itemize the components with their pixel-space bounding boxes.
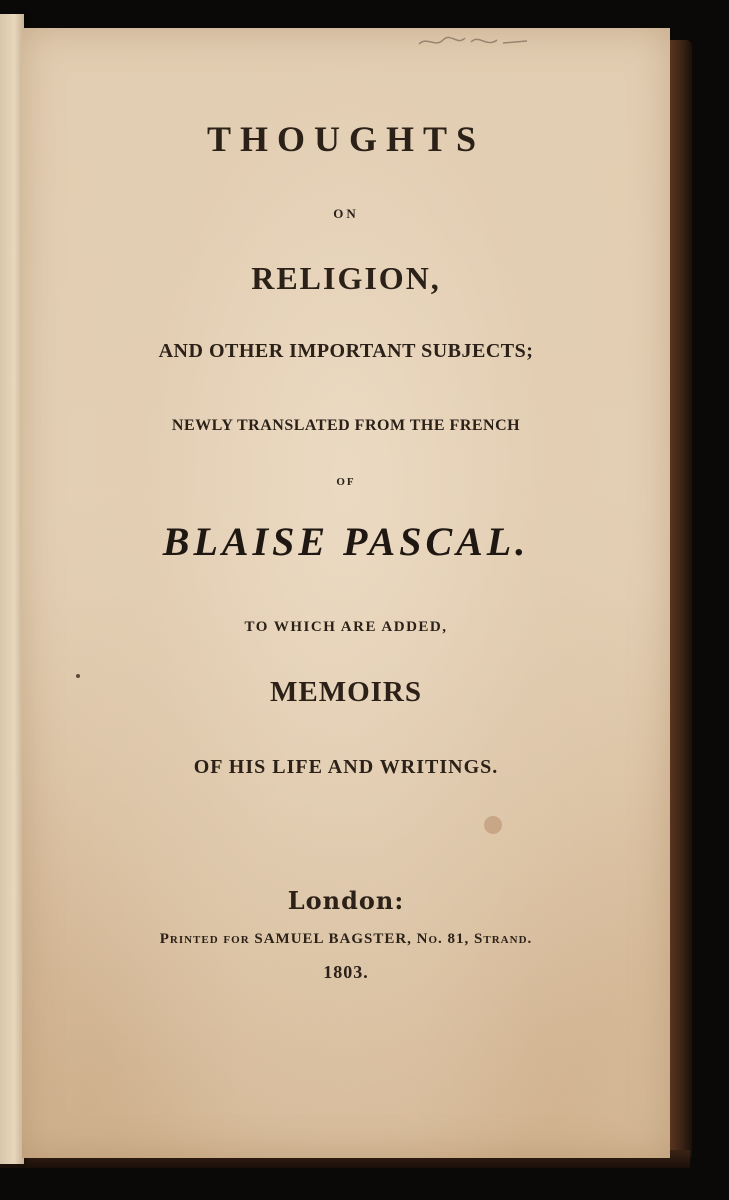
imprint-city: London: (287, 886, 405, 915)
title-memoirs: MEMOIRS (270, 676, 422, 708)
title-added: TO WHICH ARE ADDED, (244, 619, 448, 635)
facing-page-edge (0, 14, 24, 1164)
title-thoughts: THOUGHTS (206, 119, 486, 159)
handwritten-ink-mark (417, 32, 537, 50)
title-on: ON (333, 206, 359, 221)
title-religion: RELIGION, (251, 260, 441, 296)
title-of: OF (336, 476, 356, 488)
title-other-subjects: AND OTHER IMPORTANT SUBJECTS; (158, 340, 534, 362)
title-newly-translated: NEWLY TRANSLATED FROM THE FRENCH (171, 417, 521, 434)
foxing-spot (484, 816, 502, 834)
imprint-year: 1803. (323, 962, 369, 982)
imprint-printer: Printed for SAMUEL BAGSTER, No. 81, Strand. (159, 931, 533, 947)
title-page (22, 28, 670, 1158)
title-life-writings: OF HIS LIFE AND WRITINGS. (193, 756, 499, 778)
author-name: BLAISE PASCAL. (162, 519, 530, 564)
